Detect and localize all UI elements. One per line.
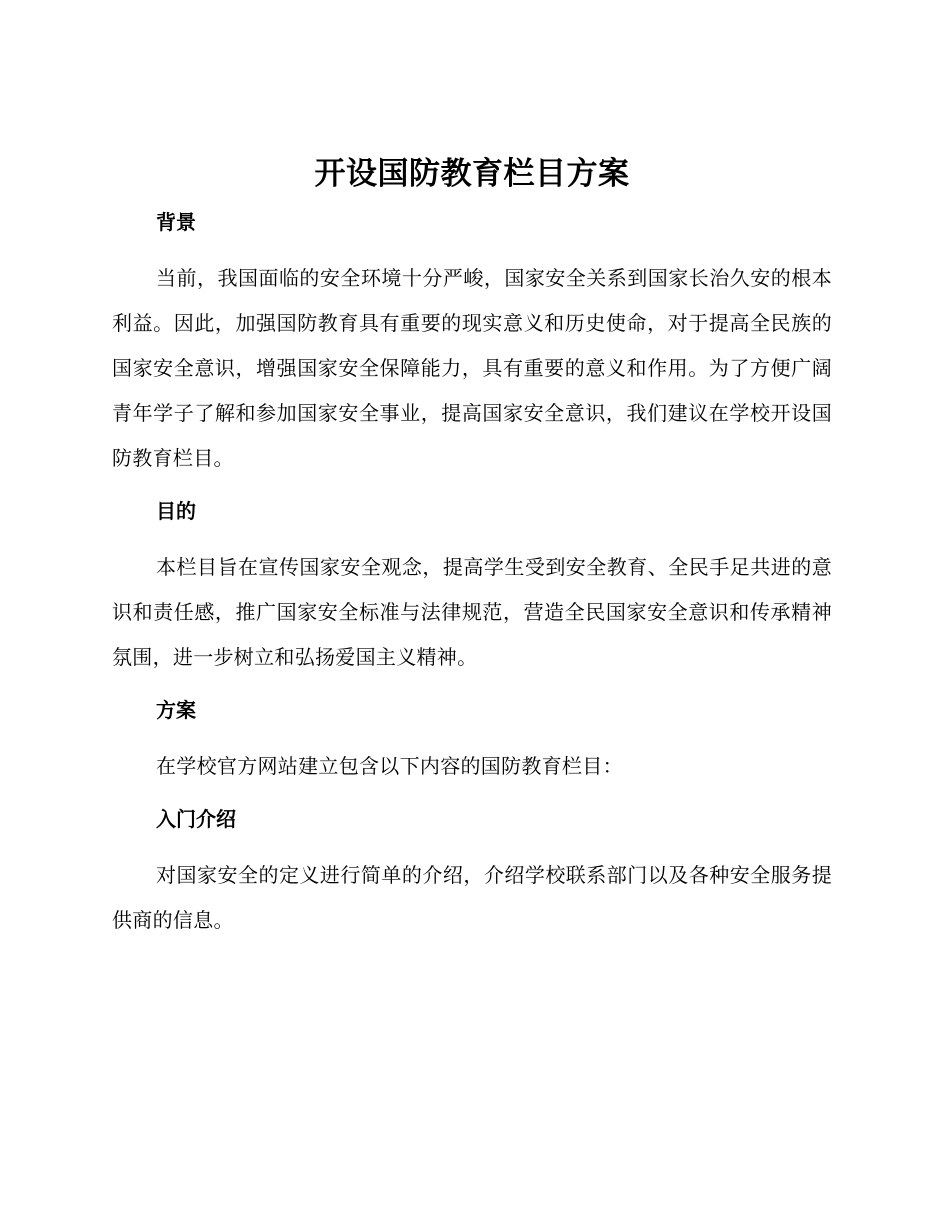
document-title: 开设国防教育栏目方案 xyxy=(314,156,630,192)
section-heading-background: 背景 xyxy=(156,210,196,234)
section-heading-purpose: 目的 xyxy=(156,499,196,523)
section-heading-plan: 方案 xyxy=(156,698,196,722)
section-paragraph-plan: 在学校官方网站建立包含以下内容的国防教育栏目： xyxy=(156,754,623,778)
section-heading-introduction: 入门介绍 xyxy=(156,807,236,831)
section-paragraph-introduction: 对国家安全的定义进行简单的介绍，介绍学校联系部门以及各种安全服务提供商的信息。 xyxy=(112,863,832,932)
section-paragraph-background: 当前，我国面临的安全环境十分严峻，国家安全关系到国家长治久安的根本利益。因此，加强国防教育具有重要的现实意义和历史使命，对于提高全民族的国家安全意识，增强国家安全保障能力，具有重要的意义和作用。为了方便广阔青年学子了解和参加国家安全事业，提高国家安全意识，我们建议在学校开设国防教育栏目。 xyxy=(112,266,832,470)
document-page xyxy=(112,150,832,943)
section-paragraph-purpose: 本栏目旨在宣传国家安全观念，提高学生受到安全教育、全民手足共进的意识和责任感，推广国家安全标准与法律规范，营造全民国家安全意识和传承精神氛围，进一步树立和弘扬爱国主义精神。 xyxy=(112,555,832,669)
